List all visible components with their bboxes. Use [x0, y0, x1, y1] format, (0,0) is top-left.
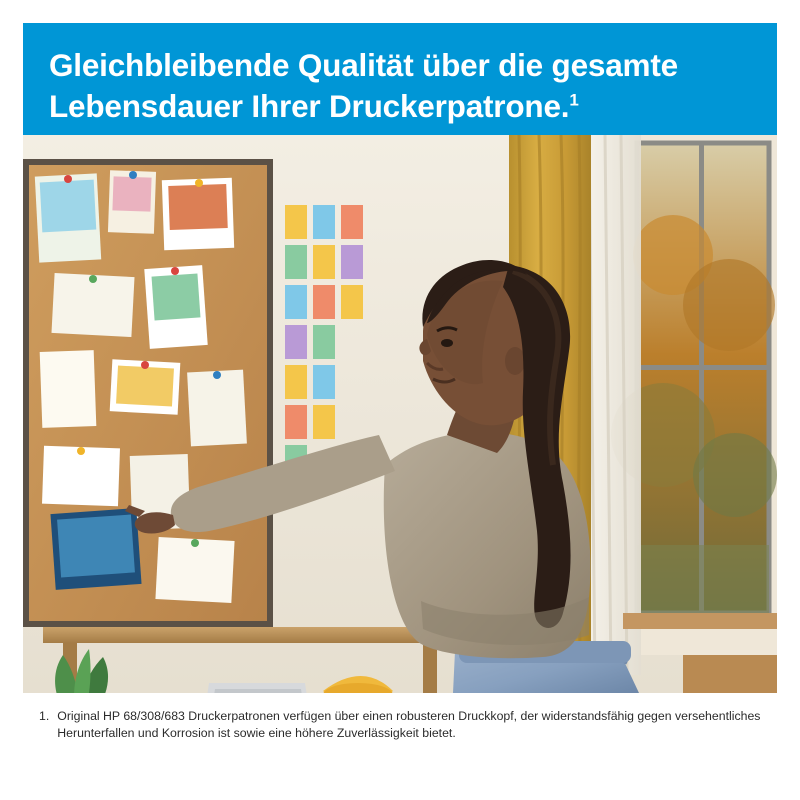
- footnote-number: 1.: [39, 709, 50, 723]
- headline-text: Gleichbleibende Qualität über die gesamte Lebensdauer Ihrer Druckerpatrone.: [49, 47, 678, 124]
- footnote-text: Original HP 68/308/683 Druckerpatronen verfügen über einen robusteren Druckkopf, der widerstandsfähig gegen versehentliches Herunterfallen und Korrosion ist sowie eine höhere Zuverlässigkeit bietet.: [57, 709, 761, 741]
- hero-photo-illustration: [23, 135, 777, 693]
- page-title: [49, 45, 751, 127]
- footnote: [23, 700, 777, 742]
- hero-photo: [23, 135, 777, 693]
- headline-footnote-marker: 1: [569, 90, 579, 110]
- headline-band: [23, 23, 777, 135]
